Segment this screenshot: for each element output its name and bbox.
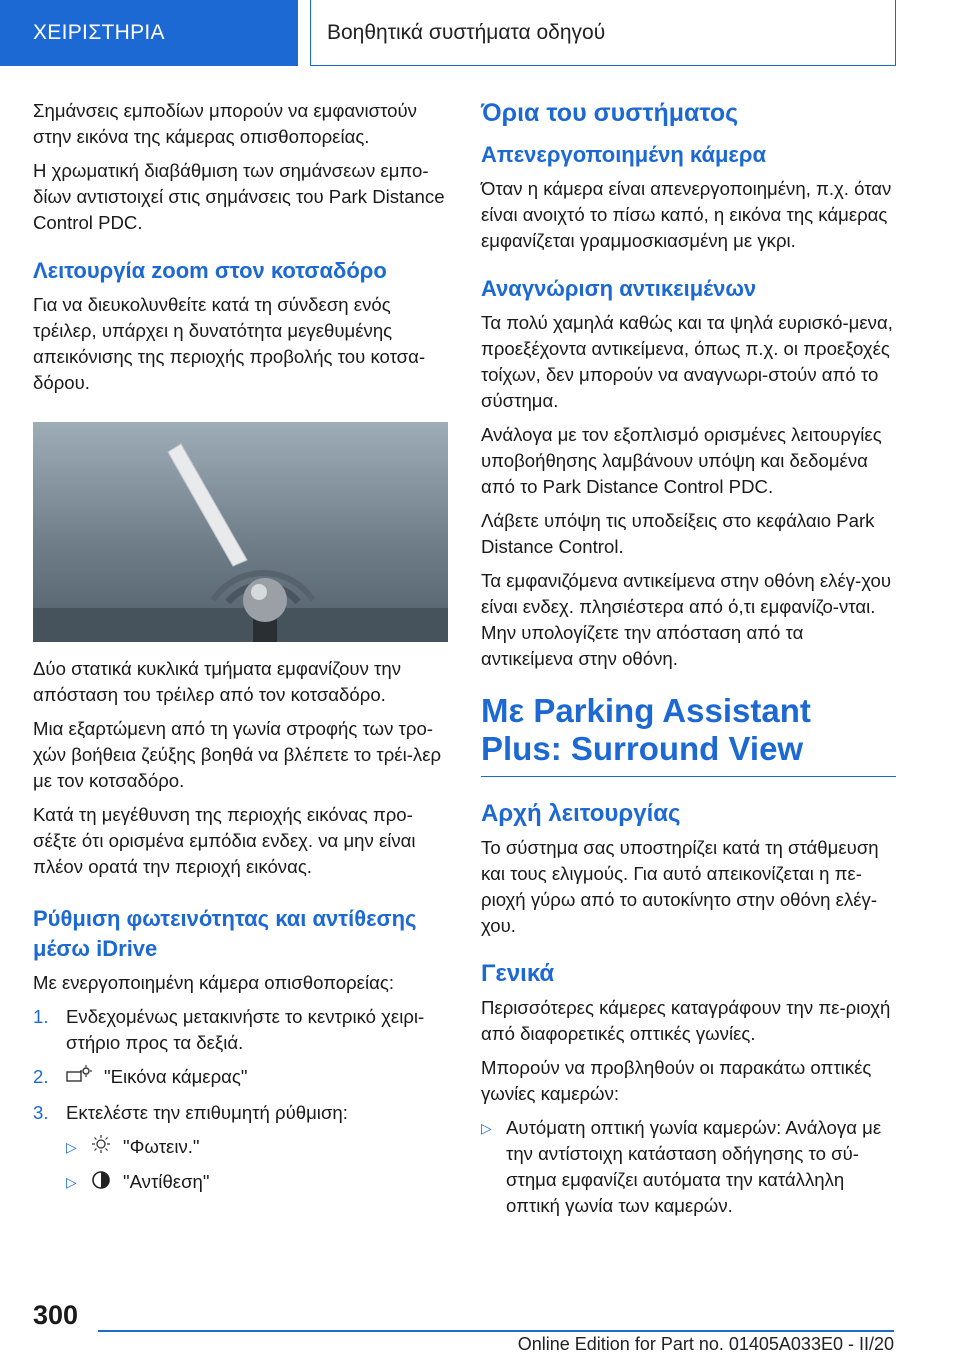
heading-limits: Όρια του συστήματος	[481, 99, 739, 127]
paragraph: Μπορούν να προβληθούν οι παρακάτω οπτικές γωνίες καμερών:	[481, 1057, 872, 1104]
heading-camera-off: Απενεργοποιημένη κάμερα	[481, 142, 767, 167]
list-item: 2. "Εικόνα κάμερας"	[33, 1064, 448, 1092]
hitch-camera-image	[33, 422, 448, 642]
section-tab: ΧΕΙΡΙΣΤΗΡΙΑ	[0, 0, 298, 66]
paragraph: Για να διευκολυνθείτε κατά τη σύνδεση ενός τρέιλερ, υπάρχει η δυνατότητα μεγεθυμένης απεικόνισης της περιοχής προβολής του κοτσα‐δόρου.	[33, 294, 426, 393]
heading-surround-view: Με Parking Assistant Plus: Surround View	[481, 692, 896, 777]
right-column	[481, 98, 896, 1227]
edition-note: Online Edition for Part no. 01405A033E0 - II/20	[517, 1334, 894, 1354]
list-item: 1. Ενδεχομένως μετακινήστε το κεντρικό χειρι‐στήριο προς τα δεξιά.	[33, 1006, 425, 1053]
paragraph: Δύο στατικά κυκλικά τμήματα εμφανίζουν την απόσταση του τρέιλερ από τον κοτσαδόρο.	[33, 658, 402, 705]
camera-views-list	[481, 1115, 896, 1219]
hitch-illustration	[33, 422, 448, 642]
paragraph: Σημάνσεις εμποδίων μπορούν να εμφανιστούν στην εικόνα της κάμερας οπισθοπορείας.	[33, 100, 417, 147]
list-item: ▷ "Αντίθεση"	[66, 1169, 448, 1197]
paragraph: Τα εμφανιζόμενα αντικείμενα στην οθόνη ελέγ‐χου είναι ενδεχ. πλησιέστερα από ό,τι εμφανίζο‐νται. Μην υπολογίζετε την απόσταση από τα αντικείμενα στην οθόνη.	[481, 570, 892, 669]
list-item: 3. Εκτελέστε την επιθυμητή ρύθμιση:	[33, 1101, 348, 1123]
sub-options-list	[66, 1134, 448, 1197]
footer-divider	[98, 1330, 894, 1332]
left-column	[33, 98, 448, 1205]
heading-object-detection: Αναγνώριση αντικειμένων	[481, 276, 757, 301]
steps-list	[33, 1004, 448, 1126]
brightness-icon	[91, 1134, 111, 1161]
paragraph: Κατά τη μεγέθυνση της περιοχής εικόνας προ‐σέξτε ότι ορισμένα εμπόδια ενδεχ. να μην είναι πλέον ορατά την περιοχή εικόνας.	[33, 804, 416, 877]
page-header	[0, 0, 960, 66]
triangle-bullet-icon: ▷	[66, 1138, 77, 1155]
paragraph: Περισσότερες κάμερες καταγράφουν την πε‐ριοχή από διαφορετικές οπτικές γωνίες.	[481, 997, 891, 1044]
triangle-bullet-icon: ▷	[66, 1174, 77, 1191]
paragraph: Η χρωματική διαβάθμιση των σημάνσεων εμπο‐δίων αντιστοιχεί στις σημάνσεις του Park Distance Control PDC.	[33, 160, 445, 233]
heading-brightness: Ρύθμιση φωτεινότητας και αντίθεσης μέσω iDrive	[33, 906, 417, 961]
paragraph: Μια εξαρτώμενη από τη γωνία στροφής των τρο‐χών βοήθεια ζεύξης βοηθά να βλέπετε το τρέι‐λερ με τον κοτσαδόρο.	[33, 718, 442, 791]
triangle-bullet-icon: ▷	[481, 1120, 492, 1136]
paragraph: Ανάλογα με τον εξοπλισμό ορισμένες λειτουργίες υποβοήθησης λαμβάνουν υπόψη και δεδομένα από το Park Distance Control PDC.	[481, 424, 882, 497]
paragraph: Το σύστημα σας υποστηρίζει κατά τη στάθμευση και τους ελιγμούς. Για αυτό απεικονίζεται η πε‐ριοχή γύρω από το αυτοκίνητο στην οθόνη ελέγ‐χου.	[481, 837, 879, 936]
camera-settings-icon	[66, 1065, 92, 1092]
contrast-icon	[91, 1170, 111, 1197]
heading-general: Γενικά	[481, 960, 555, 987]
heading-principle: Αρχή λειτουργίας	[481, 800, 681, 827]
paragraph: Όταν η κάμερα είναι απενεργοποιημένη, π.χ. όταν είναι ανοιχτό το πίσω καπό, η εικόνα της κάμερας εμφανίζεται γραμμοσκιασμένη με γκρι.	[481, 178, 892, 251]
list-item: ▷ Αυτόματη οπτική γωνία καμερών: Ανάλογα με την αντίστοιχη κατάσταση οδήγησης το σύ‐στημα εμφανίζει αυτόματα την κατάλληλη οπτική γωνία των καμερών.	[481, 1117, 882, 1216]
list-item: ▷ "Φωτειν."	[66, 1134, 448, 1162]
paragraph: Με ενεργοποιημένη κάμερα οπισθοπορείας:	[33, 972, 394, 993]
paragraph: Λάβετε υπόψη τις υποδείξεις στο κεφάλαιο Park Distance Control.	[481, 510, 875, 557]
chapter-title: Βοηθητικά συστήματα οδηγού	[310, 0, 896, 66]
paragraph: Τα πολύ χαμηλά καθώς και τα ψηλά ευρισκό‐μενα, προεξέχοντα αντικείμενα, όπως π.χ. οι προεξοχές τοίχων, δεν μπορούν να αναγνωρι‐στούν από το σύστημα.	[481, 312, 893, 411]
page-number: 300	[33, 1300, 79, 1330]
heading-zoom: Λειτουργία zoom στον κοτσαδόρο	[33, 258, 387, 283]
